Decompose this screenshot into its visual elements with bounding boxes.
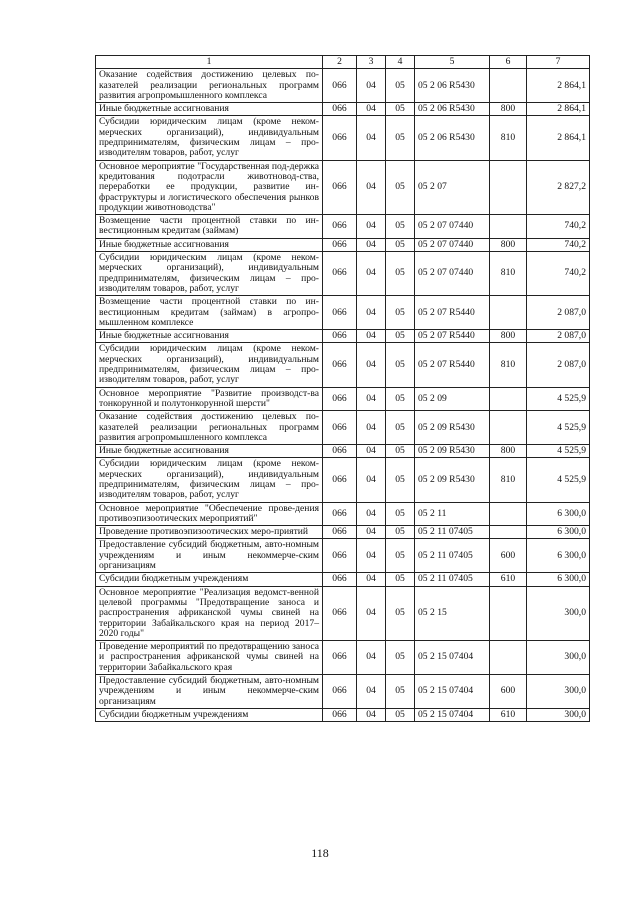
row-vr-cell — [490, 502, 527, 526]
row-rz-cell: 04 — [357, 573, 386, 586]
row-vr-cell — [490, 387, 527, 411]
row-vr-cell: 600 — [490, 539, 527, 573]
row-sum-cell: 6 300,0 — [527, 573, 590, 586]
row-vr-cell: 610 — [490, 573, 527, 586]
row-sum-cell: 2 087,0 — [527, 330, 590, 343]
header-col-3: 3 — [357, 56, 386, 69]
row-csr-cell: 05 2 15 07404 — [415, 675, 490, 709]
table-row — [96, 238, 590, 251]
table-row — [96, 215, 590, 239]
row-sum-cell: 2 864,1 — [527, 116, 590, 160]
row-csr-cell: 05 2 11 07405 — [415, 573, 490, 586]
row-csr-cell: 05 2 07 — [415, 160, 490, 214]
table-row — [96, 160, 590, 214]
row-gr-cell: 066 — [323, 641, 357, 675]
row-gr-cell: 066 — [323, 296, 357, 330]
row-pr-cell: 05 — [386, 343, 415, 387]
row-gr-cell: 066 — [323, 330, 357, 343]
row-vr-cell: 800 — [490, 238, 527, 251]
row-vr-cell — [490, 586, 527, 640]
row-sum-cell: 2 087,0 — [527, 296, 590, 330]
table-row — [96, 502, 590, 526]
row-csr-cell: 05 2 07 07440 — [415, 215, 490, 239]
table-row — [96, 675, 590, 709]
row-rz-cell: 04 — [357, 458, 386, 502]
row-vr-cell — [490, 411, 527, 445]
row-rz-cell: 04 — [357, 502, 386, 526]
row-vr-cell: 810 — [490, 458, 527, 502]
table-row — [96, 69, 590, 103]
row-sum-cell: 6 300,0 — [527, 539, 590, 573]
row-rz-cell: 04 — [357, 215, 386, 239]
row-gr-cell: 066 — [323, 215, 357, 239]
header-col-7: 7 — [527, 56, 590, 69]
table-row — [96, 330, 590, 343]
row-sum-cell: 4 525,9 — [527, 445, 590, 458]
table-row — [96, 343, 590, 387]
row-rz-cell: 04 — [357, 675, 386, 709]
row-rz-cell: 04 — [357, 539, 386, 573]
row-vr-cell — [490, 69, 527, 103]
row-gr-cell: 066 — [323, 252, 357, 296]
row-vr-cell: 810 — [490, 116, 527, 160]
row-sum-cell: 6 300,0 — [527, 502, 590, 526]
header-col-1: 1 — [96, 56, 323, 69]
row-gr-cell: 066 — [323, 160, 357, 214]
row-rz-cell: 04 — [357, 586, 386, 640]
row-csr-cell: 05 2 09 — [415, 387, 490, 411]
row-name-cell: Предоставление субсидий бюджетным, авто-номным учреждениям и иным некоммерче-ским организациям — [96, 675, 323, 709]
row-pr-cell: 05 — [386, 573, 415, 586]
row-rz-cell: 04 — [357, 411, 386, 445]
table-row — [96, 573, 590, 586]
row-name-cell: Проведение мероприятий по предотвращению заноса и распространения африканской чумы свиней на территории Забайкальского края — [96, 641, 323, 675]
table-row — [96, 445, 590, 458]
row-rz-cell: 04 — [357, 103, 386, 116]
row-sum-cell: 300,0 — [527, 708, 590, 721]
row-rz-cell: 04 — [357, 296, 386, 330]
row-rz-cell: 04 — [357, 238, 386, 251]
row-rz-cell: 04 — [357, 445, 386, 458]
table-row — [96, 252, 590, 296]
row-name-cell: Проведение противоэпизоотических меро-приятий — [96, 526, 323, 539]
row-pr-cell: 05 — [386, 675, 415, 709]
row-pr-cell: 05 — [386, 252, 415, 296]
row-name-cell: Предоставление субсидий бюджетным, авто-номным учреждениям и иным некоммерче-ским организациям — [96, 539, 323, 573]
table-row — [96, 458, 590, 502]
row-sum-cell: 740,2 — [527, 238, 590, 251]
table-row — [96, 387, 590, 411]
row-csr-cell: 05 2 07 R5440 — [415, 343, 490, 387]
row-gr-cell: 066 — [323, 586, 357, 640]
row-sum-cell: 740,2 — [527, 215, 590, 239]
row-sum-cell: 2 864,1 — [527, 103, 590, 116]
row-pr-cell: 05 — [386, 502, 415, 526]
row-rz-cell: 04 — [357, 116, 386, 160]
row-name-cell: Оказание содействия достижению целевых по-казателей реализации региональных программ развития агропромышленного комплекса — [96, 69, 323, 103]
row-name-cell: Иные бюджетные ассигнования — [96, 330, 323, 343]
row-sum-cell: 300,0 — [527, 675, 590, 709]
row-pr-cell: 05 — [386, 69, 415, 103]
row-pr-cell: 05 — [386, 238, 415, 251]
table-row — [96, 641, 590, 675]
row-pr-cell: 05 — [386, 103, 415, 116]
row-name-cell: Возмещение части процентной ставки по ин-вестиционным кредитам (займам) — [96, 215, 323, 239]
row-vr-cell — [490, 160, 527, 214]
row-name-cell: Возмещение части процентной ставки по ин-вестиционным кредитам (займам) в агропро-мышленном комплексе — [96, 296, 323, 330]
row-csr-cell: 05 2 11 07405 — [415, 539, 490, 573]
row-vr-cell — [490, 641, 527, 675]
row-sum-cell: 2 864,1 — [527, 69, 590, 103]
row-sum-cell: 4 525,9 — [527, 458, 590, 502]
row-rz-cell: 04 — [357, 69, 386, 103]
row-pr-cell: 05 — [386, 641, 415, 675]
row-rz-cell: 04 — [357, 252, 386, 296]
row-rz-cell: 04 — [357, 526, 386, 539]
row-gr-cell: 066 — [323, 103, 357, 116]
row-gr-cell: 066 — [323, 458, 357, 502]
row-csr-cell: 05 2 06 R5430 — [415, 69, 490, 103]
row-name-cell: Основное мероприятие "Государственная под-держка кредитования подотрасли животновод-ства, переработки ее продукции, развитие ин-фраструктуры и логистического обеспечения рынков продукции животноводства" — [96, 160, 323, 214]
row-csr-cell: 05 2 06 R5430 — [415, 116, 490, 160]
row-rz-cell: 04 — [357, 160, 386, 214]
row-rz-cell: 04 — [357, 708, 386, 721]
row-gr-cell: 066 — [323, 573, 357, 586]
row-vr-cell — [490, 526, 527, 539]
budget-table — [95, 55, 590, 722]
row-name-cell: Иные бюджетные ассигнования — [96, 238, 323, 251]
row-vr-cell — [490, 215, 527, 239]
row-rz-cell: 04 — [357, 641, 386, 675]
row-name-cell: Основное мероприятие "Реализация ведомст-венной целевой программы "Предотвращение заноса и распространения африканской чумы свиней на территории Забайкальского края на период 2017–2020 годы" — [96, 586, 323, 640]
row-sum-cell: 4 525,9 — [527, 411, 590, 445]
row-pr-cell: 05 — [386, 387, 415, 411]
row-name-cell: Субсидии бюджетным учреждениям — [96, 573, 323, 586]
row-pr-cell: 05 — [386, 586, 415, 640]
row-csr-cell: 05 2 15 07404 — [415, 641, 490, 675]
row-pr-cell: 05 — [386, 296, 415, 330]
row-vr-cell: 800 — [490, 103, 527, 116]
row-pr-cell: 05 — [386, 411, 415, 445]
table-row — [96, 708, 590, 721]
row-gr-cell: 066 — [323, 69, 357, 103]
row-name-cell: Оказание содействия достижению целевых по-казателей реализации региональных программ развития агропромышленного комплекса — [96, 411, 323, 445]
header-col-5: 5 — [415, 56, 490, 69]
row-gr-cell: 066 — [323, 675, 357, 709]
table-row — [96, 539, 590, 573]
table-row — [96, 296, 590, 330]
row-pr-cell: 05 — [386, 330, 415, 343]
row-csr-cell: 05 2 11 07405 — [415, 526, 490, 539]
row-csr-cell: 05 2 15 07404 — [415, 708, 490, 721]
row-csr-cell: 05 2 11 — [415, 502, 490, 526]
row-pr-cell: 05 — [386, 160, 415, 214]
row-csr-cell: 05 2 15 — [415, 586, 490, 640]
row-sum-cell: 2 827,2 — [527, 160, 590, 214]
row-vr-cell — [490, 296, 527, 330]
row-rz-cell: 04 — [357, 343, 386, 387]
row-csr-cell: 05 2 09 R5430 — [415, 445, 490, 458]
row-gr-cell: 066 — [323, 238, 357, 251]
row-name-cell: Иные бюджетные ассигнования — [96, 445, 323, 458]
row-sum-cell: 6 300,0 — [527, 526, 590, 539]
row-pr-cell: 05 — [386, 526, 415, 539]
row-sum-cell: 300,0 — [527, 641, 590, 675]
table-row — [96, 103, 590, 116]
row-pr-cell: 05 — [386, 539, 415, 573]
row-pr-cell: 05 — [386, 708, 415, 721]
row-sum-cell: 740,2 — [527, 252, 590, 296]
row-rz-cell: 04 — [357, 387, 386, 411]
row-sum-cell: 2 087,0 — [527, 343, 590, 387]
row-gr-cell: 066 — [323, 526, 357, 539]
row-name-cell: Субсидии юридическим лицам (кроме неком-мерческих организаций), индивидуальным предпринимателям, физическим лицам – про-изводителям товаров, работ, услуг — [96, 458, 323, 502]
row-csr-cell: 05 2 07 R5440 — [415, 330, 490, 343]
row-vr-cell: 600 — [490, 675, 527, 709]
table-row — [96, 526, 590, 539]
row-vr-cell: 800 — [490, 445, 527, 458]
row-sum-cell: 300,0 — [527, 586, 590, 640]
row-name-cell: Субсидии юридическим лицам (кроме неком-мерческих организаций), индивидуальным предпринимателям, физическим лицам – про-изводителям товаров, работ, услуг — [96, 252, 323, 296]
row-name-cell: Субсидии бюджетным учреждениям — [96, 708, 323, 721]
row-csr-cell: 05 2 07 07440 — [415, 252, 490, 296]
row-sum-cell: 4 525,9 — [527, 387, 590, 411]
row-gr-cell: 066 — [323, 445, 357, 458]
table-row — [96, 411, 590, 445]
row-vr-cell: 800 — [490, 330, 527, 343]
header-col-4: 4 — [386, 56, 415, 69]
row-pr-cell: 05 — [386, 458, 415, 502]
row-gr-cell: 066 — [323, 411, 357, 445]
row-name-cell: Субсидии юридическим лицам (кроме неком-мерческих организаций), индивидуальным предпринимателям, физическим лицам – про-изводителям товаров, работ, услуг — [96, 343, 323, 387]
row-name-cell: Основное мероприятие "Обеспечение прове-дения противоэпизоотических мероприятий" — [96, 502, 323, 526]
row-name-cell: Основное мероприятие "Развитие производст-ва тонкорунной и полутонкорунной шерсти" — [96, 387, 323, 411]
header-row — [96, 56, 590, 69]
row-gr-cell: 066 — [323, 387, 357, 411]
row-gr-cell: 066 — [323, 539, 357, 573]
header-col-6: 6 — [490, 56, 527, 69]
row-vr-cell: 610 — [490, 708, 527, 721]
row-gr-cell: 066 — [323, 708, 357, 721]
row-rz-cell: 04 — [357, 330, 386, 343]
row-pr-cell: 05 — [386, 116, 415, 160]
row-gr-cell: 066 — [323, 343, 357, 387]
table-row — [96, 586, 590, 640]
row-csr-cell: 05 2 09 R5430 — [415, 411, 490, 445]
row-csr-cell: 05 2 06 R5430 — [415, 103, 490, 116]
page-number: 118 — [311, 846, 329, 860]
table-row — [96, 116, 590, 160]
row-name-cell: Иные бюджетные ассигнования — [96, 103, 323, 116]
row-pr-cell: 05 — [386, 445, 415, 458]
row-name-cell: Субсидии юридическим лицам (кроме неком-мерческих организаций), индивидуальным предпринимателям, физическим лицам – про-изводителям товаров, работ, услуг — [96, 116, 323, 160]
row-csr-cell: 05 2 09 R5430 — [415, 458, 490, 502]
row-csr-cell: 05 2 07 07440 — [415, 238, 490, 251]
row-pr-cell: 05 — [386, 215, 415, 239]
row-gr-cell: 066 — [323, 116, 357, 160]
row-vr-cell: 810 — [490, 252, 527, 296]
header-col-2: 2 — [323, 56, 357, 69]
row-vr-cell: 810 — [490, 343, 527, 387]
row-gr-cell: 066 — [323, 502, 357, 526]
row-csr-cell: 05 2 07 R5440 — [415, 296, 490, 330]
